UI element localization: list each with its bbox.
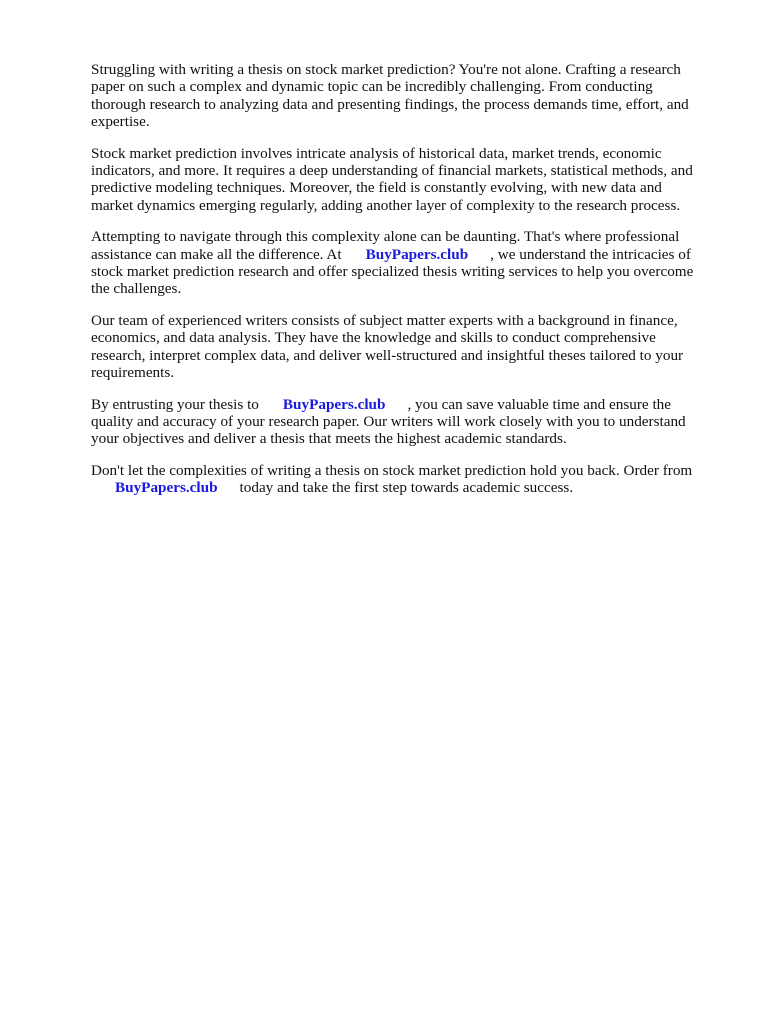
text-segment: assistance can make all the difference. At — [91, 245, 342, 263]
paragraph-intro — [91, 61, 709, 130]
buypapers-link[interactable]: BuyPapers.club — [282, 395, 386, 413]
text-line: requirements. — [91, 363, 175, 381]
text-line: market dynamics emerging regularly, adding another layer of complexity to the research process. — [91, 196, 681, 214]
text-line: Attempting to navigate through this complexity alone can be daunting. That's where professional — [91, 228, 680, 246]
text-segment: , you can save valuable time and ensure the — [407, 395, 672, 413]
text-line: quality and accuracy of your research paper. Our writers will work closely with you to understand — [91, 413, 686, 431]
paragraph-entrusting — [91, 396, 709, 448]
text-line: Stock market prediction involves intricate analysis of historical data, market trends, economic — [91, 144, 662, 162]
text-line: research, interpret complex data, and deliver well-structured and insightful theses tailored to your — [91, 346, 684, 364]
paragraph-team — [91, 312, 709, 381]
text-line: expertise. — [91, 112, 150, 130]
text-line: Struggling with writing a thesis on stock market prediction? You're not alone. Crafting a research — [91, 61, 681, 78]
document-body — [91, 61, 709, 511]
text-segment: By entrusting your thesis to — [91, 395, 259, 413]
text-line — [91, 396, 709, 413]
paragraph-complexity — [91, 145, 709, 214]
text-line — [91, 479, 709, 496]
text-line: predictive modeling techniques. Moreover, the field is constantly evolving, with new data and — [91, 179, 662, 197]
text-segment: today and take the first step towards academic success. — [239, 479, 574, 497]
text-line: your objectives and deliver a thesis that meets the highest academic standards. — [91, 430, 567, 448]
text-line: the challenges. — [91, 280, 182, 298]
buypapers-link[interactable]: BuyPapers.club — [365, 245, 469, 263]
text-line: paper on such a complex and dynamic topic can be incredibly challenging. From conducting — [91, 78, 653, 96]
text-line: Our team of experienced writers consists of subject matter experts with a background in finance, — [91, 312, 678, 330]
buypapers-link[interactable]: BuyPapers.club — [115, 479, 218, 497]
text-line: stock market prediction research and offer specialized thesis writing services to help you overcome — [91, 262, 694, 280]
text-segment: , we understand the intricacies of — [490, 245, 691, 263]
paragraph-call-to-action — [91, 462, 709, 497]
text-line: Don't let the complexities of writing a thesis on stock market prediction hold you back. Order from — [91, 462, 693, 480]
paragraph-assistance — [91, 228, 709, 297]
text-line — [91, 246, 709, 263]
text-line: economics, and data analysis. They have the knowledge and skills to conduct comprehensive — [91, 329, 656, 347]
text-line: thorough research to analyzing data and presenting findings, the process demands time, effort, and — [91, 95, 689, 113]
text-line: indicators, and more. It requires a deep understanding of financial markets, statistical methods, and — [91, 161, 693, 179]
